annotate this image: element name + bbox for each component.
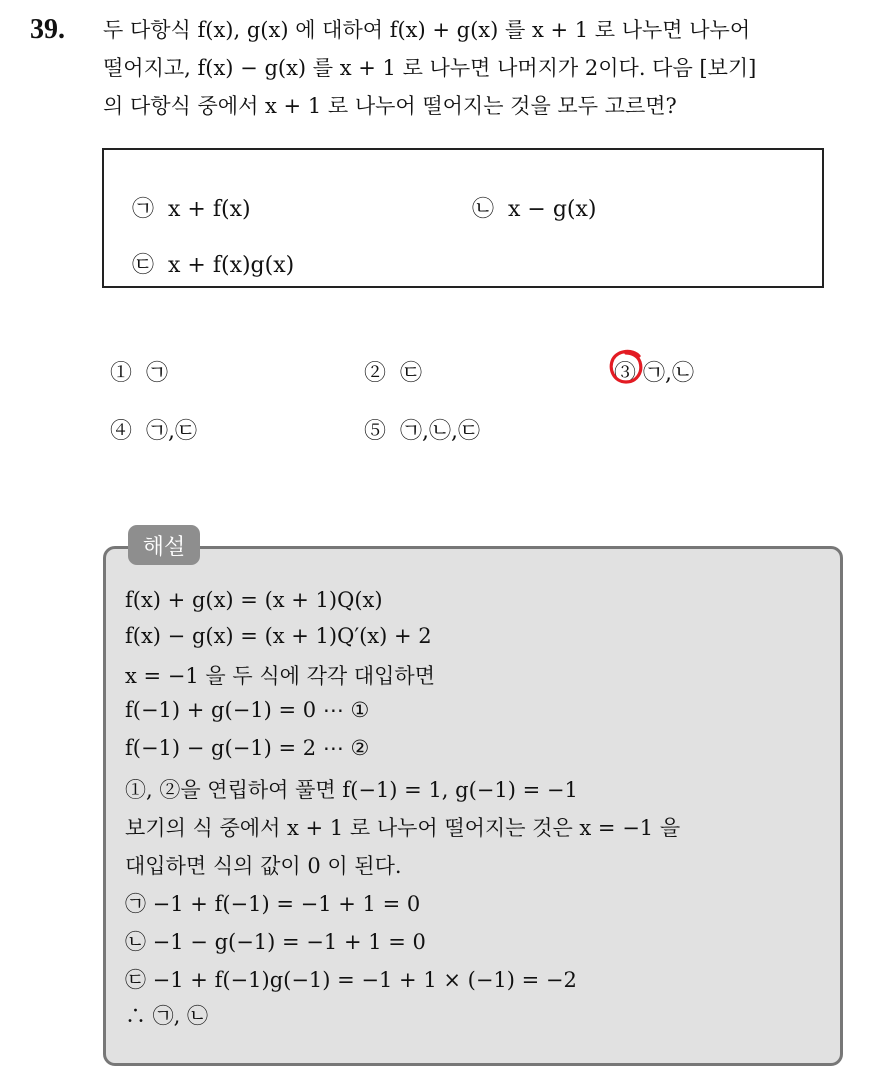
- solution-line: ㉡ −1 − g(−1) = −1 + 1 = 0: [125, 930, 426, 954]
- solution-line: ㉢ −1 + f(−1)g(−1) = −1 + 1 × (−1) = −2: [125, 968, 577, 992]
- choice-4[interactable]: [110, 414, 197, 445]
- solution-line: ㉠ −1 + f(−1) = −1 + 1 = 0: [125, 892, 421, 916]
- solution-line: 보기의 식 중에서 x + 1 로 나누어 떨어지는 것은 x = −1 을: [125, 816, 681, 840]
- solution-line: f(−1) − g(−1) = 2 ⋯ ②: [125, 736, 370, 760]
- choice-5[interactable]: [364, 414, 480, 445]
- bogi-item-mark: ㉢: [132, 253, 155, 278]
- question-line-1: 두 다항식 f(x), g(x) 에 대하여 f(x) + g(x) 를 x + 1 로 나누면 나누어: [103, 18, 751, 42]
- bogi-item-b: [472, 192, 597, 223]
- bogi-item-expr: x − g(x): [508, 197, 597, 222]
- choice-number: ③: [614, 361, 637, 386]
- bogi-item-a: [132, 192, 251, 223]
- choice-text: ㉠: [146, 361, 169, 386]
- choice-2[interactable]: [364, 356, 422, 387]
- solution-line: ①, ②을 연립하여 풀면 f(−1) = 1, g(−1) = −1: [125, 778, 578, 802]
- bogi-item-c: [132, 248, 294, 279]
- solution-line: f(x) − g(x) = (x + 1)Q′(x) + 2: [125, 624, 432, 648]
- bogi-item-mark: ㉡: [472, 197, 495, 222]
- question-number: 39.: [30, 14, 65, 45]
- choice-text: ㉠,㉡: [643, 361, 695, 386]
- bogi-item-expr: x + f(x): [168, 197, 251, 222]
- choice-number: ②: [364, 361, 387, 386]
- solution-line: 대입하면 식의 값이 0 이 된다.: [125, 854, 402, 878]
- choice-text: ㉠,㉡,㉢: [400, 419, 481, 444]
- solution-line: f(−1) + g(−1) = 0 ⋯ ①: [125, 698, 370, 722]
- bogi-item-mark: ㉠: [132, 197, 155, 222]
- solution-line: ∴ ㉠, ㉡: [125, 1004, 209, 1028]
- solution-line: f(x) + g(x) = (x + 1)Q(x): [125, 588, 383, 612]
- choice-number: ④: [110, 419, 133, 444]
- bogi-box: [102, 148, 824, 288]
- question-line-3: 의 다항식 중에서 x + 1 로 나누어 떨어지는 것을 모두 고르면?: [103, 94, 677, 118]
- choice-number: ①: [110, 361, 133, 386]
- bogi-item-expr: x + f(x)g(x): [168, 253, 295, 278]
- choice-number: ⑤: [364, 419, 387, 444]
- solution-label: 해설: [128, 525, 200, 565]
- answer-mark-circle-icon: [606, 347, 646, 387]
- choice-text: ㉢: [400, 361, 423, 386]
- question-line-2: 떨어지고, f(x) − g(x) 를 x + 1 로 나누면 나머지가 2이다. 다음 [보기]: [103, 56, 757, 80]
- solution-line: x = −1 을 두 식에 각각 대입하면: [125, 664, 435, 688]
- choice-1[interactable]: [110, 356, 168, 387]
- choice-text: ㉠,㉢: [146, 419, 198, 444]
